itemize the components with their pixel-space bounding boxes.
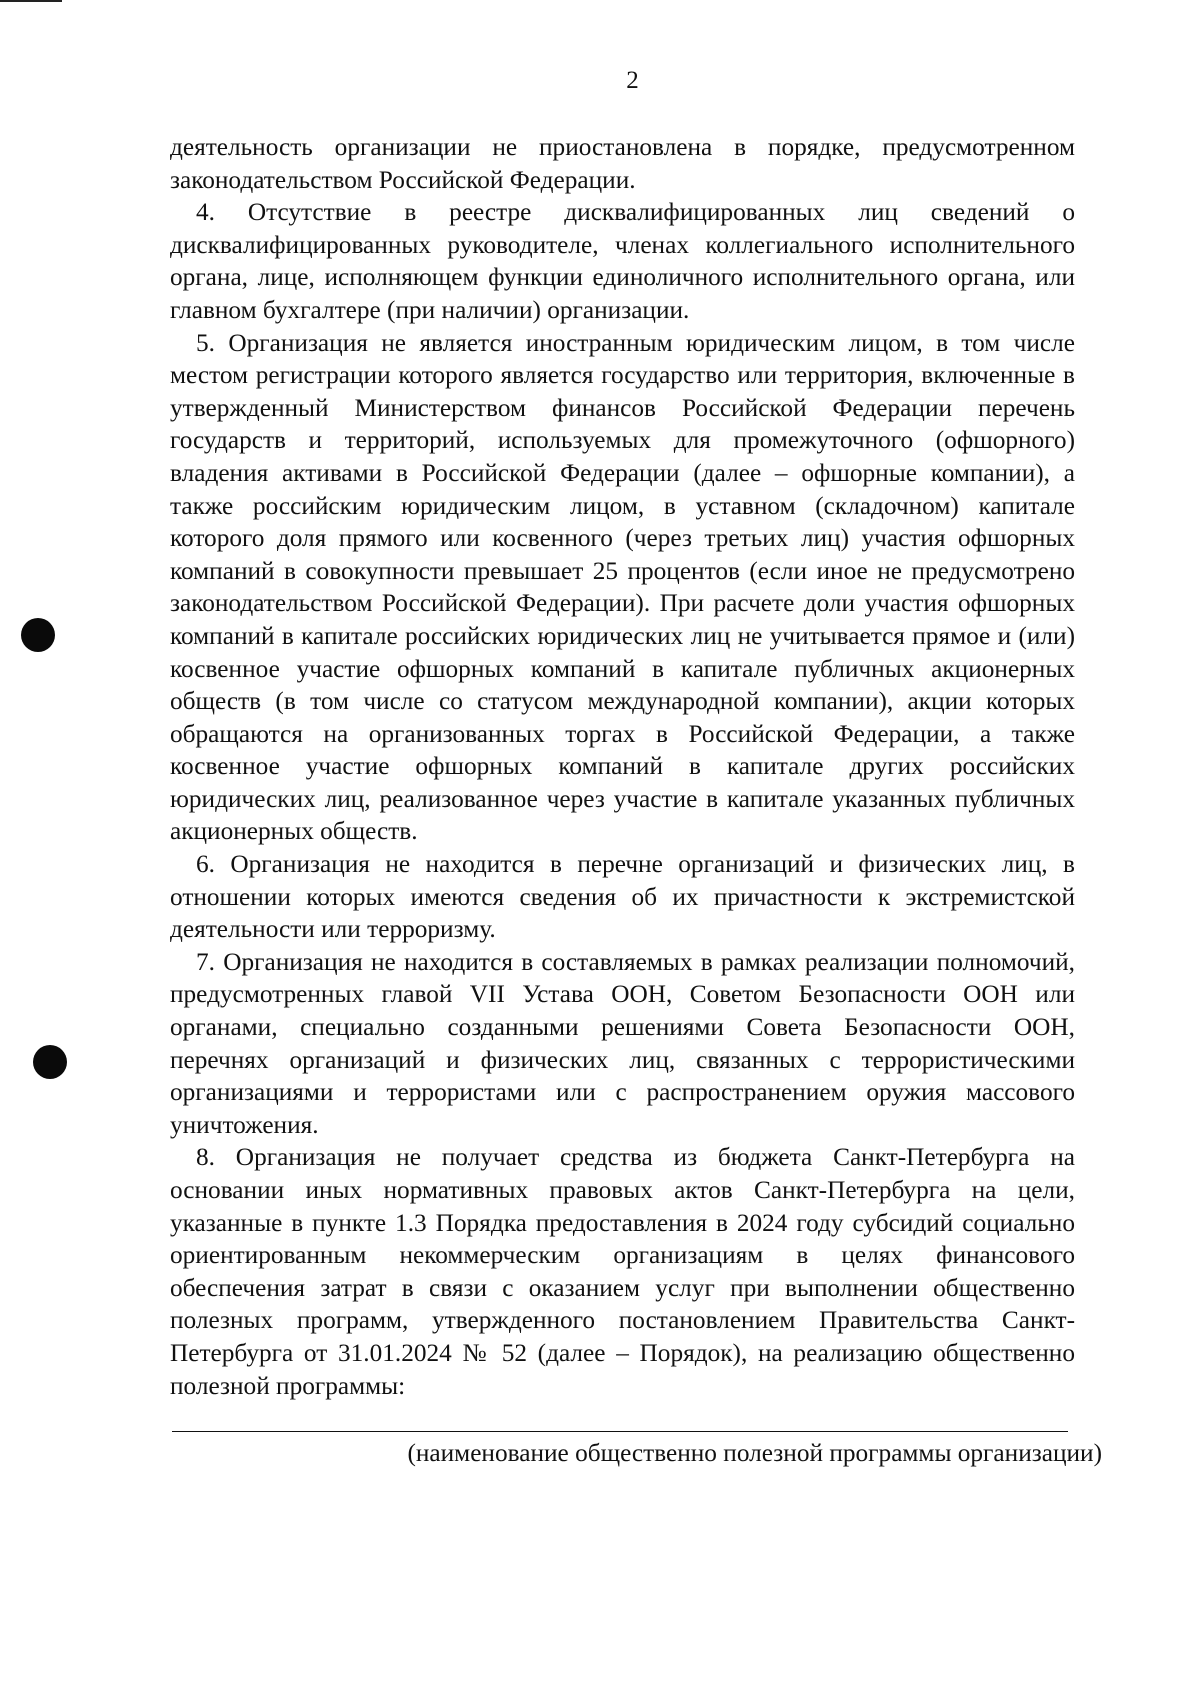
paragraph-4: 4. Отсутствие в реестре дисквалифицированных лиц сведений о дисквалифицированных руководителе, членах коллегиального исполнительного органа, лице, исполняющем функции единоличного исполнительного органа, или главном бухгалтере (при наличии) организации.	[170, 198, 1075, 324]
paragraph-3-continuation: деятельность организации не приостановлена в порядке, предусмотренном законодательством Российской Федерации.	[170, 133, 1075, 194]
paragraph-8: 8. Организация не получает средства из бюджета Санкт-Петербурга на основании иных нормативных правовых актов Санкт-Петербурга на цели, указанные в пункте 1.3 Порядка предоставления в 2024 году субсидий социально ориентированным некоммерческим организациям в целях финансового обеспечения затрат в связи с оказанием услуг при выполнении общественно полезных программ, утвержденного постановлением Правительства Санкт-Петербурга от 31.01.2024 № 52 (далее – Порядок), на реализацию общественно полезной программы:	[170, 1143, 1075, 1400]
punch-hole-upper	[21, 618, 55, 652]
paragraph-7: 7. Организация не находится в составляемых в рамках реализации полномочий, предусмотренных главой VII Устава ООН, Советом Безопасности ООН или органами, специально созданными решениями Совета Безопасности ООН, перечнях организаций и физических лиц, связанных с террористическими организациями и террористами или с распространением оружия массового уничтожения.	[170, 947, 1075, 1139]
punch-hole-lower	[33, 1045, 67, 1079]
document-body	[170, 131, 1075, 1402]
program-name-caption: (наименование общественно полезной программы организации)	[407, 1439, 1102, 1467]
scan-edge-mark	[0, 0, 62, 2]
program-name-blank-line	[172, 1431, 1068, 1432]
paragraph-6: 6. Организация не находится в перечне организаций и физических лиц, в отношении которых имеются сведения об их причастности к экстремистской деятельности или терроризму.	[170, 850, 1075, 944]
page-number: 2	[626, 67, 639, 94]
paragraph-5: 5. Организация не является иностранным юридическим лицом, в том числе местом регистрации которого является государство или территория, включенные в утвержденный Министерством финансов Российской Федерации перечень государств и территорий, используемых для промежуточного (офшорного) владения активами в Российской Федерации (далее – офшорные компании), а также российским юридическим лицом, в уставном (складочном) капитале которого доля прямого или косвенного (через третьих лиц) участия офшорных компаний в совокупности превышает 25 процентов (если иное не предусмотрено законодательством Российской Федерации). При расчете доли участия офшорных компаний в капитале российских юридических лиц не учитывается прямое и (или) косвенное участие офшорных компаний в капитале публичных акционерных обществ (в том числе со статусом международной компании), акции которых обращаются на организованных торгах в Российской Федерации, а также косвенное участие офшорных компаний в капитале других российских юридических лиц, реализованное через участие в капитале указанных публичных акционерных обществ.	[170, 328, 1075, 846]
